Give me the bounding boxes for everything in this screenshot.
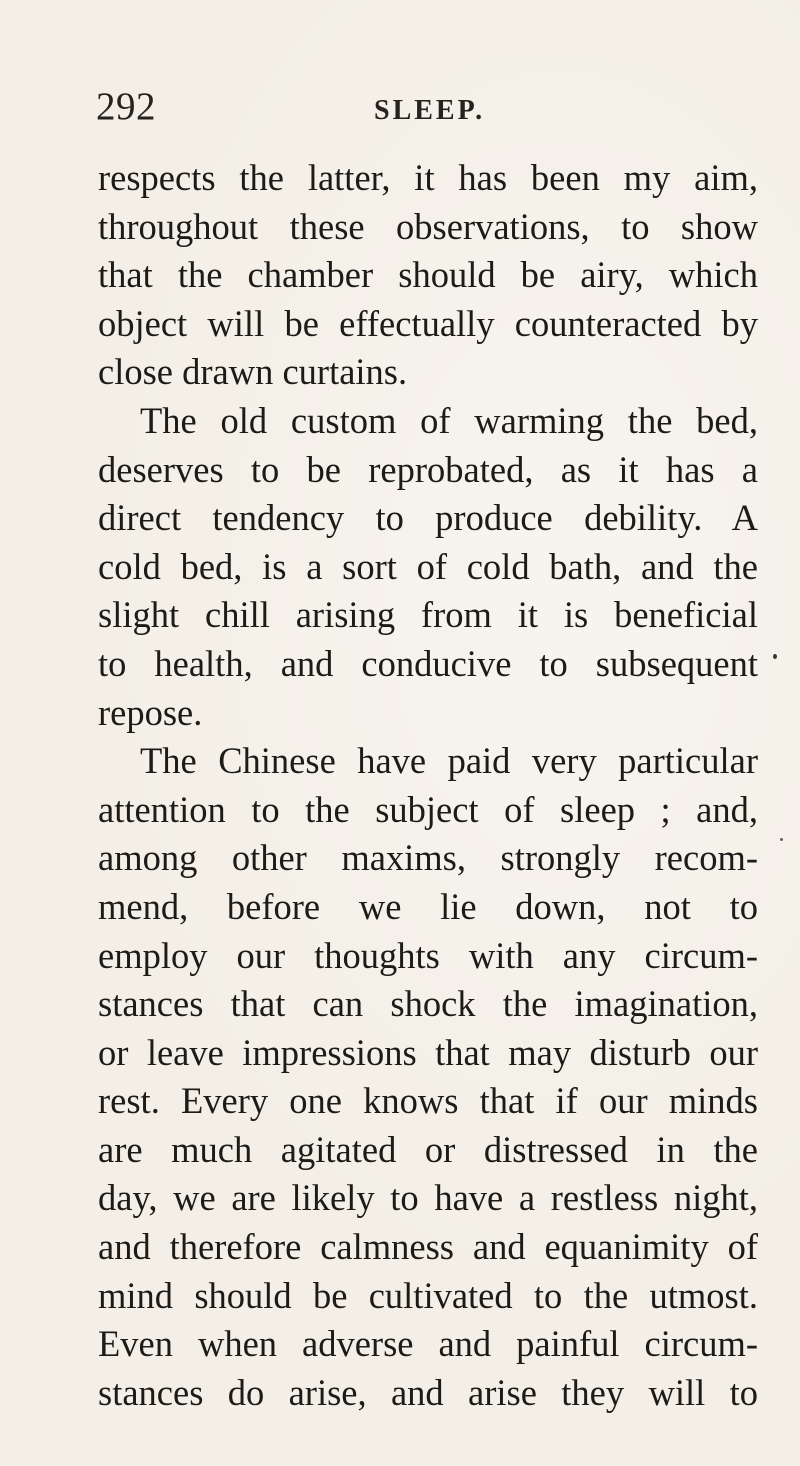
text-line: and therefore calmness and equanimity of	[98, 1226, 758, 1268]
text-line: that the chamber should be airy, which	[98, 254, 758, 296]
text-line: object will be effectually counteracted by	[98, 302, 758, 344]
text-line: stances do arise, and arise they will to	[98, 1371, 758, 1413]
text-line: or leave impressions that may disturb our	[98, 1031, 758, 1073]
text-line: to health, and conducive to subsequent	[98, 642, 758, 684]
paper-speck	[780, 838, 783, 841]
text-line: attention to the subject of sleep ; and,	[98, 788, 758, 830]
text-line: direct tendency to produce debility. A	[98, 497, 758, 539]
text-line: close drawn curtains.	[98, 351, 408, 393]
text-line: are much agitated or distressed in the	[98, 1128, 758, 1170]
text-line: deserves to be reprobated, as it has a	[98, 448, 758, 490]
page-header	[96, 82, 756, 132]
text-line: employ our thoughts with any circum-	[98, 934, 758, 976]
page-number: 292	[96, 85, 156, 128]
running-head: SLEEP.	[374, 95, 486, 126]
text-line: stances that can shock the imagination,	[98, 983, 758, 1025]
text-line: among other maxims, strongly recom-	[98, 837, 758, 879]
text-line: slight chill arising from it is beneficial	[98, 594, 758, 636]
text-line: repose.	[98, 691, 203, 733]
text-line: rest. Every one knows that if our minds	[98, 1080, 758, 1122]
text-line: mind should be cultivated to the utmost.	[98, 1274, 758, 1316]
text-line: Even when adverse and painful circum-	[98, 1323, 758, 1365]
paper-speck	[773, 654, 777, 659]
text-line-paragraph-start: The Chinese have paid very particular	[140, 740, 758, 782]
text-line: throughout these observations, to show	[98, 205, 758, 247]
text-line-paragraph-start: The old custom of warming the bed,	[140, 399, 758, 441]
text-line: mend, before we lie down, not to	[98, 885, 758, 927]
text-line: day, we are likely to have a restless night,	[98, 1177, 758, 1219]
text-line: respects the latter, it has been my aim,	[98, 157, 758, 198]
body-text	[98, 154, 758, 1417]
text-line: cold bed, is a sort of cold bath, and the	[98, 545, 758, 587]
